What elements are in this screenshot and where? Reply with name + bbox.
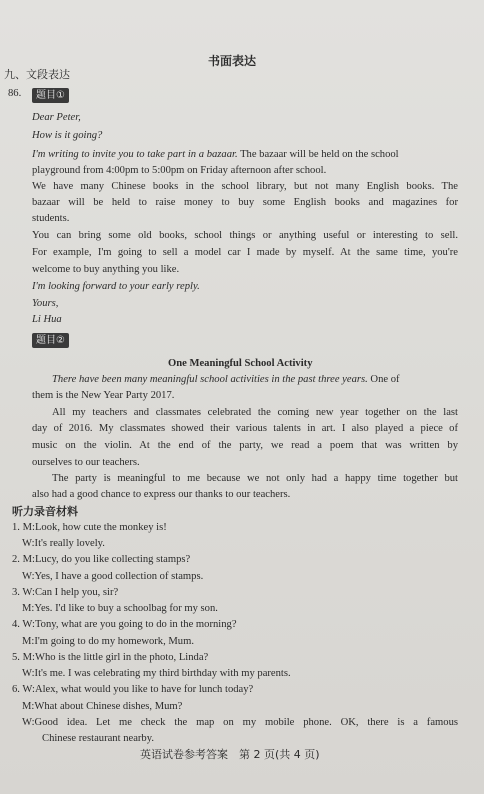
- listening-line: M:What about Chinese dishes, Mum?: [22, 701, 183, 712]
- listening-line: W:It's really lovely.: [22, 538, 105, 549]
- section-heading: 九、文段表达: [4, 68, 70, 81]
- listening-line: 3. W:Can I help you, sir?: [12, 587, 119, 598]
- letter-closing-sentence: I'm looking forward to your early reply.: [32, 281, 200, 292]
- listening-line: 1. M:Look, how cute the monkey is!: [12, 522, 167, 533]
- essay-text: One of: [367, 374, 400, 385]
- listening-heading: 听力录音材料: [12, 505, 78, 518]
- letter-line: playground from 4:00pm to 5:00pm on Friday afternoon after school.: [32, 165, 327, 176]
- essay-line: also had a good chance to express our thanks to our teachers.: [32, 489, 291, 500]
- essay-line: them is the New Year Party 2017.: [32, 390, 175, 401]
- topic-2-badge: 题目②: [32, 333, 69, 348]
- letter-signature: Li Hua: [32, 314, 62, 325]
- essay-line: All my teachers and classmates celebrated the coming new year together on the last: [52, 407, 458, 418]
- letter-line: We have many Chinese books in the school library, but not many English books. The: [32, 181, 458, 192]
- letter-line: bazaar will be held to raise money to buy some English books and magazines for: [32, 197, 458, 208]
- listening-line: W:It's me. I was celebrating my third birthday with my parents.: [22, 668, 291, 679]
- topic-1-badge: 题目①: [32, 88, 69, 103]
- essay-title: One Meaningful School Activity: [168, 358, 313, 369]
- essay-line: ourselves to our teachers.: [32, 457, 140, 468]
- listening-line: 6. W:Alex, what would you like to have for lunch today?: [12, 684, 254, 695]
- essay-line: The party is meaningful to me because we not only had a happy time together but: [52, 473, 458, 484]
- listening-line: M:Yes. I'd like to buy a schoolbag for my son.: [22, 603, 218, 614]
- listening-line: W:Yes, I have a good collection of stamps.: [22, 571, 204, 582]
- essay-line: day of 2016. My classmates showed their various talents in art. I also played a piece of: [32, 423, 458, 434]
- listening-line: W:Good idea. Let me check the map on my mobile phone. OK, there is a famous: [22, 717, 458, 728]
- listening-line: 4. W:Tony, what are you going to do in the morning?: [12, 619, 237, 630]
- letter-line: [32, 147, 458, 163]
- letter-line: For example, I'm going to sell a model car I made by myself. At the same time, you're: [32, 247, 458, 258]
- listening-line: Chinese restaurant nearby.: [42, 733, 154, 744]
- letter-line: You can bring some old books, school things or anything useful or interesting to sell.: [32, 230, 458, 241]
- listening-line: M:I'm going to do my homework, Mum.: [22, 636, 194, 647]
- letter-text: The bazaar will be held on the school: [237, 149, 399, 160]
- essay-line: [52, 372, 458, 388]
- page-footer: 英语试卷参考答案 第 2 页(共 4 页): [140, 748, 320, 761]
- essay-line: music on the violin. At the end of the party, we read a poem that was written by: [32, 440, 458, 451]
- letter-line: How is it going?: [32, 130, 103, 141]
- listening-line: 2. M:Lucy, do you like collecting stamps?: [12, 554, 191, 565]
- essay-opening-sentence: There have been many meaningful school activities in the past three years.: [52, 374, 368, 385]
- letter-opening-sentence: I'm writing to invite you to take part in a bazaar.: [32, 149, 238, 160]
- letter-sign-off: Yours,: [32, 298, 59, 309]
- letter-line: students.: [32, 213, 70, 224]
- page-title: 书面表达: [208, 54, 257, 68]
- letter-greeting: Dear Peter,: [32, 112, 81, 123]
- letter-line: welcome to buy anything you like.: [32, 264, 180, 275]
- question-number: 86.: [8, 88, 22, 99]
- listening-line: 5. M:Who is the little girl in the photo, Linda?: [12, 652, 209, 663]
